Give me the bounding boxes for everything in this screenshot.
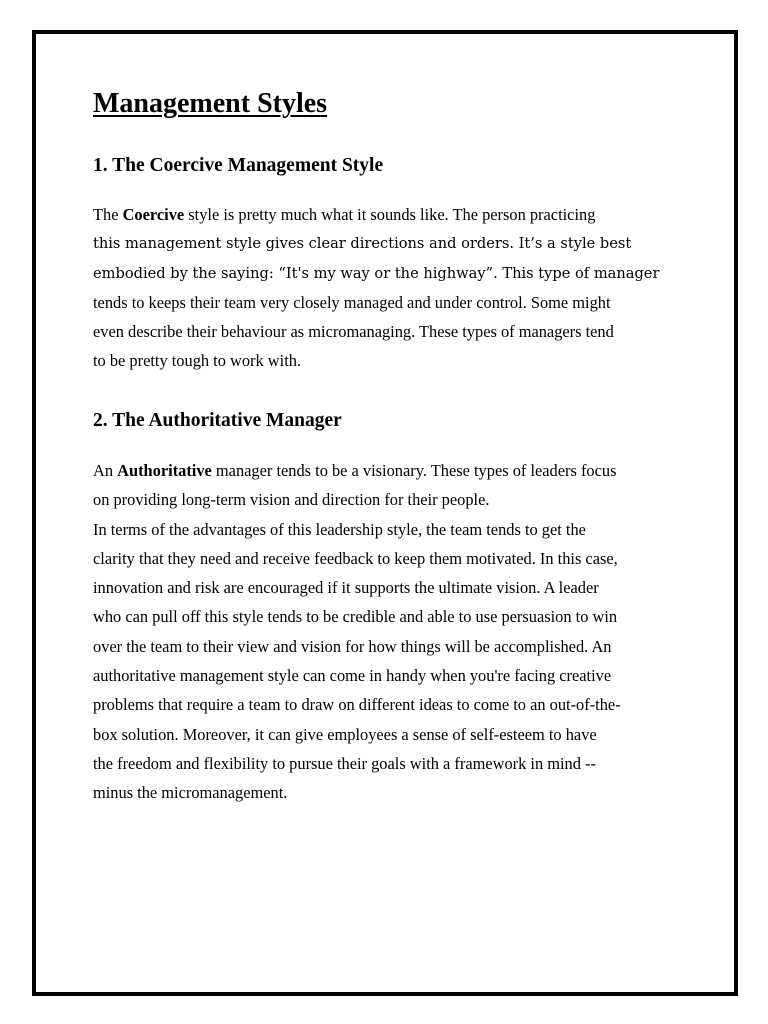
- paragraph-line: the freedom and flexibility to pursue their goals with a framework in mind --: [93, 753, 596, 773]
- paragraph-line: An Authoritative manager tends to be a visionary. These types of leaders focus: [93, 461, 617, 480]
- paragraph-line: embodied by the saying: “It's my way or the highway”. This type of manager: [93, 264, 660, 282]
- paragraph-line: tends to keeps their team very closely managed and under control. Some might: [93, 292, 611, 312]
- paragraph-line: minus the micromanagement.: [93, 783, 288, 803]
- paragraph-line: even describe their behaviour as micromanaging. These types of managers tend: [93, 322, 614, 342]
- paragraph-line: on providing long-term vision and direction for their people.: [93, 490, 490, 510]
- paragraph-line: problems that require a team to draw on different ideas to come to an out-of-the-: [93, 695, 621, 715]
- paragraph-line: box solution. Moreover, it can give employees a sense of self-esteem to have: [93, 724, 597, 744]
- paragraph-line: to be pretty tough to work with.: [93, 351, 302, 371]
- paragraph-line: authoritative management style can come in handy when you're facing creative: [93, 666, 612, 686]
- paragraph-line: clarity that they need and receive feedback to keep them motivated. In this case,: [93, 548, 618, 568]
- section-heading-coercive: 1. The Coercive Management Style: [93, 155, 384, 176]
- paragraph-line: over the team to their view and vision for how things will be accomplished. An: [93, 636, 612, 656]
- paragraph-coercive: [93, 200, 693, 376]
- paragraph-line: The Coercive style is pretty much what it sounds like. The person practicing: [93, 205, 596, 224]
- paragraph-line: who can pull off this style tends to be credible and able to use persuasion to win: [93, 607, 618, 627]
- section-heading-authoritative: 2. The Authoritative Manager: [93, 410, 342, 431]
- paragraph-authoritative: [93, 456, 693, 808]
- document-title: Management Styles: [93, 88, 328, 119]
- paragraph-line: this management style gives clear directions and orders. It’s a style best: [93, 235, 632, 253]
- bold-term-authoritative: Authoritative: [117, 461, 212, 480]
- paragraph-line: In terms of the advantages of this leadership style, the team tends to get the: [93, 519, 586, 539]
- bold-term-coercive: Coercive: [122, 205, 185, 224]
- paragraph-line: innovation and risk are encouraged if it supports the ultimate vision. A leader: [93, 578, 599, 598]
